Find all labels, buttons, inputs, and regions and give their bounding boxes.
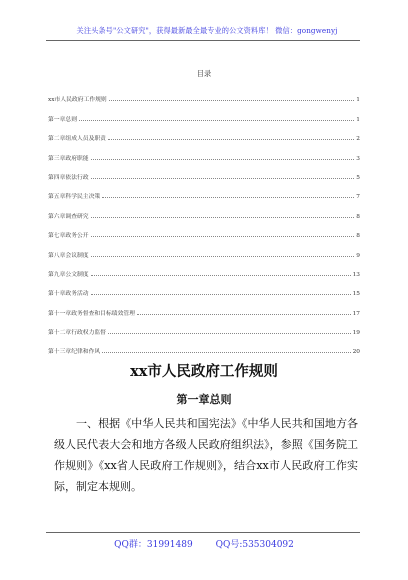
toc-leader-dots	[108, 138, 354, 140]
toc-item-label: 第四章依法行政	[48, 174, 89, 181]
toc-item[interactable]	[48, 259, 360, 278]
toc-item[interactable]	[48, 297, 360, 316]
toc-item[interactable]	[48, 84, 360, 103]
toc-item-label: 第一章总则	[48, 116, 77, 123]
toc-leader-dots	[109, 99, 355, 101]
toc-item[interactable]	[48, 220, 360, 239]
toc-item-label: 第九章公文制度	[48, 271, 89, 278]
toc-leader-dots	[91, 216, 355, 218]
toc-leader-dots	[91, 177, 355, 179]
toc-item-label: xx市人民政府工作规则	[48, 97, 107, 104]
footer	[0, 537, 408, 550]
toc-item-label: 第八章会议制度	[48, 252, 89, 259]
toc-leader-dots	[102, 196, 354, 198]
header-divider	[46, 40, 360, 41]
footer-qq-group: QQ群：31991489	[114, 540, 193, 550]
toc-item-label: 第十三章纪律和作风	[48, 349, 101, 356]
toc-item[interactable]	[48, 200, 360, 219]
toc-leader-dots	[91, 235, 355, 237]
toc-item-page: 1	[356, 116, 360, 123]
body-paragraph: 一、根据《中华人民共和国宪法》《中华人民共和国地方各级人民代表大会和地方各级人民政府组织法》，参照《国务院工作规则》《xx省人民政府工作规则》，结合xx市人民政府工作实际，制定本规则。	[54, 417, 358, 493]
toc-item[interactable]	[48, 239, 360, 258]
header-notice: 关注头条号"公文研究"，获得最新最全最专业的公文资料库！ 微信：gongwenyj	[76, 26, 338, 35]
toc-leader-dots	[91, 274, 351, 276]
toc-leader-dots	[91, 255, 355, 257]
toc-item-label: 第三章政府职能	[48, 155, 89, 162]
toc-item-label: 第五章科学民主决策	[48, 194, 101, 201]
toc-item-page: 8	[356, 213, 360, 220]
toc-item[interactable]	[48, 278, 360, 297]
toc-item-page: 3	[356, 155, 360, 162]
toc-item-page: 19	[352, 330, 360, 337]
toc-item-page: 17	[352, 310, 360, 317]
toc-item-page: 1	[356, 97, 360, 104]
toc-item-label: 第十一章政务督查和目标绩效管理	[48, 310, 135, 317]
toc-leader-dots	[91, 293, 351, 295]
toc-item-label: 第十二章行政权力监督	[48, 330, 106, 337]
toc-item[interactable]	[48, 142, 360, 161]
toc-item[interactable]	[48, 317, 360, 336]
toc-item-page: 20	[352, 349, 360, 356]
toc-item-page: 8	[356, 233, 360, 240]
table-of-contents	[48, 84, 360, 355]
toc-item-label: 第六章调查研究	[48, 213, 89, 220]
toc-item-page: 15	[352, 291, 360, 298]
footer-qq: QQ号:535304092	[215, 540, 294, 550]
chapter-title: 第一章总则	[176, 393, 232, 406]
toc-item-page: 13	[352, 271, 360, 278]
toc-item-label: 第十章政务活动	[48, 291, 89, 298]
toc-item[interactable]	[48, 181, 360, 200]
toc-item-label: 第二章组成人员及职责	[48, 136, 106, 143]
toc-item-page: 2	[356, 136, 360, 143]
toc-title: 目录	[196, 69, 212, 78]
toc-item[interactable]	[48, 103, 360, 122]
document-title: xx市人民政府工作规则	[130, 363, 278, 380]
toc-item-page: 5	[356, 174, 360, 181]
toc-item-page: 7	[356, 194, 360, 201]
toc-leader-dots	[108, 332, 351, 334]
toc-leader-dots	[137, 313, 351, 315]
toc-item[interactable]	[48, 336, 360, 355]
toc-leader-dots	[79, 119, 354, 121]
toc-leader-dots	[102, 351, 350, 353]
footer-divider	[46, 532, 360, 533]
toc-item[interactable]	[48, 162, 360, 181]
toc-item-label: 第七章政务公开	[48, 233, 89, 240]
toc-leader-dots	[91, 158, 355, 160]
toc-item[interactable]	[48, 123, 360, 142]
toc-item-page: 9	[356, 252, 360, 259]
